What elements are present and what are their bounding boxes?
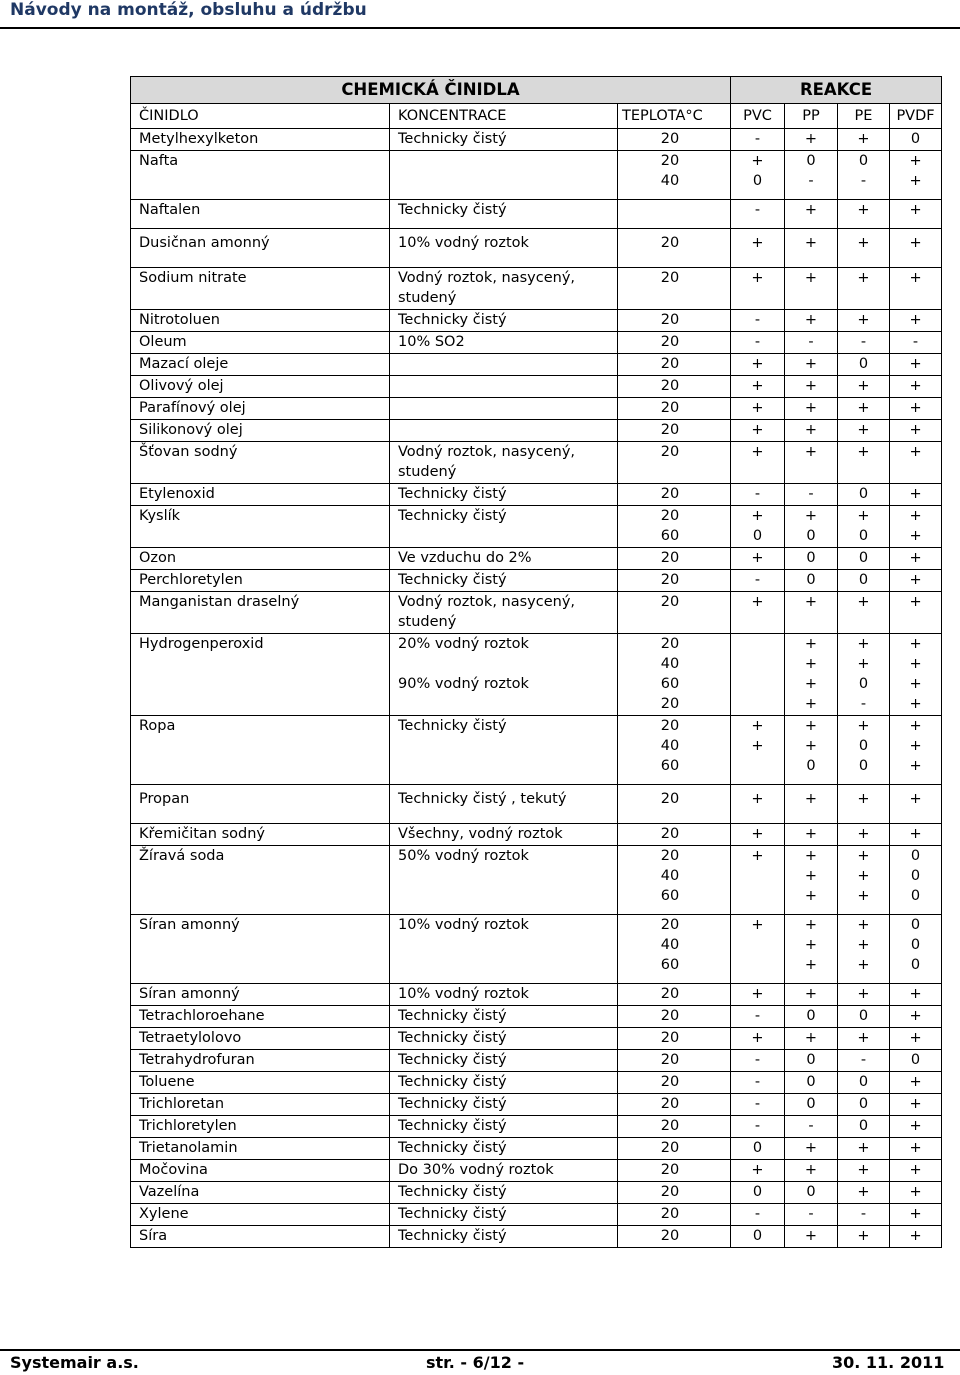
table-row <box>131 420 942 442</box>
pvc-cell: + <box>731 229 785 268</box>
header-rule <box>0 27 960 29</box>
pvc-cell: + 0 <box>731 506 785 548</box>
pe-cell: - <box>838 332 890 354</box>
pe-cell: + <box>838 310 890 332</box>
table-row <box>131 229 942 268</box>
concentration-cell <box>390 420 618 442</box>
pvdf-cell: + <box>890 484 942 506</box>
pvdf-cell: + <box>890 548 942 570</box>
agent-cell: Oleum <box>131 332 390 354</box>
pvdf-cell: + <box>890 420 942 442</box>
temperature-cell: 20 40 60 20 <box>618 634 731 716</box>
temperature-cell: 20 <box>618 1204 731 1226</box>
table-row <box>131 354 942 376</box>
table-row <box>131 200 942 229</box>
pvc-cell: - <box>731 200 785 229</box>
chemical-resistance-table <box>130 76 942 1248</box>
pp-cell: + + 0 <box>785 716 838 785</box>
pvc-cell: - <box>731 1006 785 1028</box>
table-row <box>131 570 942 592</box>
pvdf-cell: 0 0 0 <box>890 915 942 984</box>
temperature-cell: 20 <box>618 229 731 268</box>
pe-cell: 0 <box>838 354 890 376</box>
footer-rule <box>0 1349 960 1351</box>
table-row <box>131 592 942 634</box>
table-row <box>131 1028 942 1050</box>
table-row <box>131 548 942 570</box>
pp-cell: - <box>785 1116 838 1138</box>
agent-cell: Etylenoxid <box>131 484 390 506</box>
agent-cell: Dusičnan amonný <box>131 229 390 268</box>
pe-cell: + <box>838 398 890 420</box>
temperature-cell: 20 <box>618 785 731 824</box>
agent-cell: Nafta <box>131 151 390 200</box>
concentration-cell: 20% vodný roztok 90% vodný roztok <box>390 634 618 716</box>
pvc-cell: 0 <box>731 1182 785 1204</box>
pvc-cell: + <box>731 1160 785 1182</box>
table-row <box>131 1160 942 1182</box>
pp-cell: + <box>785 1226 838 1248</box>
pp-cell: + + + <box>785 915 838 984</box>
table-row <box>131 398 942 420</box>
agent-cell: Močovina <box>131 1160 390 1182</box>
table-row <box>131 268 942 310</box>
page-header-title: Návody na montáž, obsluhu a údržbu <box>10 0 367 20</box>
agent-cell: Trichloretylen <box>131 1116 390 1138</box>
concentration-cell: Technicky čistý <box>390 1094 618 1116</box>
pe-cell: + <box>838 592 890 634</box>
pvdf-cell: 0 <box>890 1050 942 1072</box>
temperature-cell: 20 <box>618 1050 731 1072</box>
temperature-cell: 20 <box>618 420 731 442</box>
pp-cell: + <box>785 376 838 398</box>
agent-cell: Tetraetylolovo <box>131 1028 390 1050</box>
pe-cell: + <box>838 229 890 268</box>
pvdf-cell: - <box>890 332 942 354</box>
pp-cell: + <box>785 592 838 634</box>
pvdf-cell: + <box>890 1006 942 1028</box>
pvc-cell: - <box>731 332 785 354</box>
pe-cell: + <box>838 420 890 442</box>
temperature-cell: 20 <box>618 984 731 1006</box>
temperature-cell: 20 <box>618 1094 731 1116</box>
agent-cell: Tetrahydrofuran <box>131 1050 390 1072</box>
pvdf-cell: + <box>890 824 942 846</box>
pvdf-cell: + <box>890 1028 942 1050</box>
pvc-cell: + <box>731 915 785 984</box>
agent-cell: Olivový olej <box>131 376 390 398</box>
table-row <box>131 1226 942 1248</box>
pvc-cell: - <box>731 129 785 151</box>
temperature-cell: 20 <box>618 1138 731 1160</box>
pe-cell: 0 <box>838 548 890 570</box>
pe-cell: 0 <box>838 570 890 592</box>
pvdf-cell: + <box>890 442 942 484</box>
pvc-cell: + <box>731 846 785 915</box>
temperature-cell: 20 <box>618 376 731 398</box>
pvc-cell <box>731 634 785 716</box>
pe-cell: 0 - <box>838 151 890 200</box>
concentration-cell: 10% vodný roztok <box>390 984 618 1006</box>
pp-cell: + 0 <box>785 506 838 548</box>
concentration-cell: Technicky čistý <box>390 1006 618 1028</box>
temperature-cell: 20 <box>618 1072 731 1094</box>
concentration-cell: 50% vodný roztok <box>390 846 618 915</box>
pe-cell: 0 <box>838 1116 890 1138</box>
temperature-cell: 20 <box>618 570 731 592</box>
temperature-cell: 20 <box>618 442 731 484</box>
pvc-cell: 0 <box>731 1138 785 1160</box>
concentration-cell: Technicky čistý <box>390 1138 618 1160</box>
footer-page-number: str. - 6/12 - <box>426 1353 525 1372</box>
pp-cell: - <box>785 484 838 506</box>
pp-cell: + <box>785 200 838 229</box>
agent-cell: Manganistan draselný <box>131 592 390 634</box>
agent-cell: Mazací oleje <box>131 354 390 376</box>
group-header-reactions: REAKCE <box>731 77 942 104</box>
pe-cell: + 0 <box>838 506 890 548</box>
pvdf-cell: + <box>890 1160 942 1182</box>
pvc-cell: + <box>731 984 785 1006</box>
pvc-cell: - <box>731 1072 785 1094</box>
concentration-cell: Technicky čistý <box>390 484 618 506</box>
pe-cell: + + + <box>838 846 890 915</box>
agent-cell: Parafínový olej <box>131 398 390 420</box>
table-row <box>131 824 942 846</box>
table-row <box>131 1094 942 1116</box>
concentration-cell <box>390 376 618 398</box>
temperature-cell: 20 <box>618 1028 731 1050</box>
temperature-cell: 20 <box>618 824 731 846</box>
temperature-cell: 20 <box>618 332 731 354</box>
table-row <box>131 785 942 824</box>
temperature-cell: 20 <box>618 484 731 506</box>
pvdf-cell: + <box>890 1204 942 1226</box>
temperature-cell: 20 <box>618 548 731 570</box>
pp-cell: + + + <box>785 846 838 915</box>
pe-cell: + 0 0 <box>838 716 890 785</box>
table-row <box>131 484 942 506</box>
pvdf-cell: + <box>890 1094 942 1116</box>
pvc-cell: + <box>731 592 785 634</box>
pp-cell: 0 <box>785 1182 838 1204</box>
pe-cell: 0 <box>838 1094 890 1116</box>
temperature-cell: 20 <box>618 592 731 634</box>
pvc-cell: + <box>731 1028 785 1050</box>
agent-cell: Naftalen <box>131 200 390 229</box>
pe-cell: + <box>838 129 890 151</box>
pvc-cell: + <box>731 824 785 846</box>
agent-cell: Vazelína <box>131 1182 390 1204</box>
pvc-cell: + <box>731 376 785 398</box>
pvdf-cell: 0 0 0 <box>890 846 942 915</box>
concentration-cell: Vodný roztok, nasycený, studený <box>390 268 618 310</box>
pvc-cell: + <box>731 442 785 484</box>
pvdf-cell: + <box>890 200 942 229</box>
temperature-cell: 20 <box>618 129 731 151</box>
pvc-cell: - <box>731 1204 785 1226</box>
pvdf-cell: + <box>890 229 942 268</box>
agent-cell: Toluene <box>131 1072 390 1094</box>
group-header-row <box>131 77 942 104</box>
pe-cell: + + + <box>838 915 890 984</box>
concentration-cell: Technicky čistý <box>390 506 618 548</box>
agent-cell: Trichloretan <box>131 1094 390 1116</box>
pvdf-cell: + <box>890 1072 942 1094</box>
concentration-cell: Všechny, vodný roztok <box>390 824 618 846</box>
footer-company: Systemair a.s. <box>10 1353 139 1372</box>
pe-cell: + <box>838 1028 890 1050</box>
pe-cell: - <box>838 1204 890 1226</box>
pp-cell: 0 <box>785 1050 838 1072</box>
concentration-cell: Technicky čistý <box>390 1028 618 1050</box>
agent-cell: Kyslík <box>131 506 390 548</box>
temperature-cell <box>618 200 731 229</box>
pe-cell: + + 0 - <box>838 634 890 716</box>
col-header-pp: PP <box>785 104 838 129</box>
pvdf-cell: + + + + <box>890 634 942 716</box>
table-row <box>131 442 942 484</box>
concentration-cell: Technicky čistý <box>390 310 618 332</box>
pp-cell: + <box>785 268 838 310</box>
table-row <box>131 1006 942 1028</box>
pe-cell: + <box>838 824 890 846</box>
concentration-cell: Technicky čistý <box>390 1116 618 1138</box>
agent-cell: Ropa <box>131 716 390 785</box>
col-header-pvc: PVC <box>731 104 785 129</box>
concentration-cell: 10% SO2 <box>390 332 618 354</box>
pp-cell: + <box>785 310 838 332</box>
pvc-cell: + <box>731 268 785 310</box>
agent-cell: Křemičitan sodný <box>131 824 390 846</box>
pvdf-cell: 0 <box>890 129 942 151</box>
pe-cell: + <box>838 376 890 398</box>
table-row <box>131 506 942 548</box>
table-row <box>131 1050 942 1072</box>
agent-cell: Silikonový olej <box>131 420 390 442</box>
pvdf-cell: + <box>890 376 942 398</box>
temperature-cell: 20 40 60 <box>618 846 731 915</box>
concentration-cell: Technicky čistý <box>390 129 618 151</box>
concentration-cell: Do 30% vodný roztok <box>390 1160 618 1182</box>
pvdf-cell: + <box>890 592 942 634</box>
col-header-temperature: TEPLOTA°C <box>618 104 731 129</box>
pvdf-cell: + <box>890 354 942 376</box>
agent-cell: Trietanolamin <box>131 1138 390 1160</box>
temperature-cell: 20 <box>618 268 731 310</box>
pe-cell: + <box>838 1160 890 1182</box>
concentration-cell: 10% vodný roztok <box>390 229 618 268</box>
pp-cell: 0 <box>785 1006 838 1028</box>
pe-cell: + <box>838 984 890 1006</box>
pvc-cell: + 0 <box>731 151 785 200</box>
pp-cell: + <box>785 420 838 442</box>
temperature-cell: 20 60 <box>618 506 731 548</box>
pvc-cell: + <box>731 785 785 824</box>
col-header-pvdf: PVDF <box>890 104 942 129</box>
agent-cell: Síran amonný <box>131 915 390 984</box>
pe-cell: + <box>838 1226 890 1248</box>
pvdf-cell: + <box>890 570 942 592</box>
pvdf-cell: + <box>890 1138 942 1160</box>
temperature-cell: 20 <box>618 1182 731 1204</box>
pvdf-cell: + + <box>890 506 942 548</box>
pp-cell: + <box>785 398 838 420</box>
pvc-cell: - <box>731 310 785 332</box>
table-row <box>131 1182 942 1204</box>
pvdf-cell: + <box>890 310 942 332</box>
agent-cell: Žíravá soda <box>131 846 390 915</box>
pvc-cell: - <box>731 570 785 592</box>
table-row <box>131 129 942 151</box>
agent-cell: Šťovan sodný <box>131 442 390 484</box>
pe-cell: + <box>838 442 890 484</box>
pp-cell: + <box>785 129 838 151</box>
pvdf-cell: + <box>890 268 942 310</box>
pp-cell: + <box>785 229 838 268</box>
concentration-cell: Technicky čistý <box>390 1072 618 1094</box>
pp-cell: 0 - <box>785 151 838 200</box>
pp-cell: 0 <box>785 570 838 592</box>
col-header-concentration: KONCENTRACE <box>390 104 618 129</box>
table-row <box>131 716 942 785</box>
pvc-cell: - <box>731 1050 785 1072</box>
agent-cell: Metylhexylketon <box>131 129 390 151</box>
concentration-cell: Technicky čistý , tekutý <box>390 785 618 824</box>
table-row <box>131 984 942 1006</box>
pp-cell: + <box>785 984 838 1006</box>
pvdf-cell: + <box>890 1226 942 1248</box>
agent-cell: Perchloretylen <box>131 570 390 592</box>
table-row <box>131 151 942 200</box>
agent-cell: Propan <box>131 785 390 824</box>
pvdf-cell: + <box>890 1182 942 1204</box>
table-row <box>131 310 942 332</box>
pe-cell: + <box>838 200 890 229</box>
pp-cell: + <box>785 1138 838 1160</box>
pp-cell: - <box>785 1204 838 1226</box>
concentration-cell: Vodný roztok, nasycený, studený <box>390 592 618 634</box>
table-row <box>131 915 942 984</box>
temperature-cell: 20 <box>618 1116 731 1138</box>
concentration-cell: Ve vzduchu do 2% <box>390 548 618 570</box>
pe-cell: + <box>838 785 890 824</box>
pe-cell: - <box>838 1050 890 1072</box>
agent-cell: Xylene <box>131 1204 390 1226</box>
pp-cell: + <box>785 354 838 376</box>
concentration-cell: Technicky čistý <box>390 1182 618 1204</box>
group-header-agents: CHEMICKÁ ČINIDLA <box>131 77 731 104</box>
agent-cell: Síran amonný <box>131 984 390 1006</box>
pe-cell: + <box>838 1182 890 1204</box>
pe-cell: 0 <box>838 484 890 506</box>
concentration-cell: Vodný roztok, nasycený, studený <box>390 442 618 484</box>
pp-cell: - <box>785 332 838 354</box>
pp-cell: 0 <box>785 1072 838 1094</box>
pp-cell: 0 <box>785 548 838 570</box>
concentration-cell <box>390 354 618 376</box>
temperature-cell: 20 <box>618 1226 731 1248</box>
agent-cell: Tetrachloroehane <box>131 1006 390 1028</box>
pe-cell: + <box>838 1138 890 1160</box>
pvdf-cell: + <box>890 1116 942 1138</box>
temperature-cell: 20 <box>618 354 731 376</box>
pp-cell: + <box>785 785 838 824</box>
agent-cell: Ozon <box>131 548 390 570</box>
col-header-pe: PE <box>838 104 890 129</box>
agent-cell: Sodium nitrate <box>131 268 390 310</box>
agent-cell: Nitrotoluen <box>131 310 390 332</box>
col-header-agent: ČINIDLO <box>131 104 390 129</box>
pe-cell: + <box>838 268 890 310</box>
concentration-cell: 10% vodný roztok <box>390 915 618 984</box>
pvdf-cell: + <box>890 398 942 420</box>
pp-cell: 0 <box>785 1094 838 1116</box>
agent-cell: Síra <box>131 1226 390 1248</box>
pvc-cell: + <box>731 354 785 376</box>
pvdf-cell: + + <box>890 151 942 200</box>
table-row <box>131 1116 942 1138</box>
pp-cell: + + + + <box>785 634 838 716</box>
temperature-cell: 20 <box>618 1006 731 1028</box>
pvc-cell: + + <box>731 716 785 785</box>
agent-cell: Hydrogenperoxid <box>131 634 390 716</box>
table-row <box>131 1204 942 1226</box>
pp-cell: + <box>785 442 838 484</box>
pvc-cell: + <box>731 398 785 420</box>
temperature-cell: 20 <box>618 398 731 420</box>
pe-cell: 0 <box>838 1006 890 1028</box>
concentration-cell: Technicky čistý <box>390 570 618 592</box>
concentration-cell: Technicky čistý <box>390 1226 618 1248</box>
table-row <box>131 376 942 398</box>
footer-date: 30. 11. 2011 <box>832 1353 945 1372</box>
table-row <box>131 1072 942 1094</box>
concentration-cell: Technicky čistý <box>390 200 618 229</box>
pvdf-cell: + + + <box>890 716 942 785</box>
pvdf-cell: + <box>890 984 942 1006</box>
concentration-cell: Technicky čistý <box>390 1050 618 1072</box>
temperature-cell: 20 40 <box>618 151 731 200</box>
concentration-cell: Technicky čistý <box>390 1204 618 1226</box>
pp-cell: + <box>785 824 838 846</box>
temperature-cell: 20 40 60 <box>618 915 731 984</box>
pvc-cell: - <box>731 1094 785 1116</box>
table-row <box>131 846 942 915</box>
column-header-row <box>131 104 942 129</box>
pvc-cell: 0 <box>731 1226 785 1248</box>
pp-cell: + <box>785 1160 838 1182</box>
pvdf-cell: + <box>890 785 942 824</box>
concentration-cell <box>390 151 618 200</box>
temperature-cell: 20 40 60 <box>618 716 731 785</box>
concentration-cell <box>390 398 618 420</box>
temperature-cell: 20 <box>618 1160 731 1182</box>
pvc-cell: + <box>731 548 785 570</box>
table-row <box>131 332 942 354</box>
temperature-cell: 20 <box>618 310 731 332</box>
pvc-cell: - <box>731 484 785 506</box>
pvc-cell: - <box>731 1116 785 1138</box>
pp-cell: + <box>785 1028 838 1050</box>
pe-cell: 0 <box>838 1072 890 1094</box>
table-row <box>131 1138 942 1160</box>
concentration-cell: Technicky čistý <box>390 716 618 785</box>
pvc-cell: + <box>731 420 785 442</box>
table-row <box>131 634 942 716</box>
